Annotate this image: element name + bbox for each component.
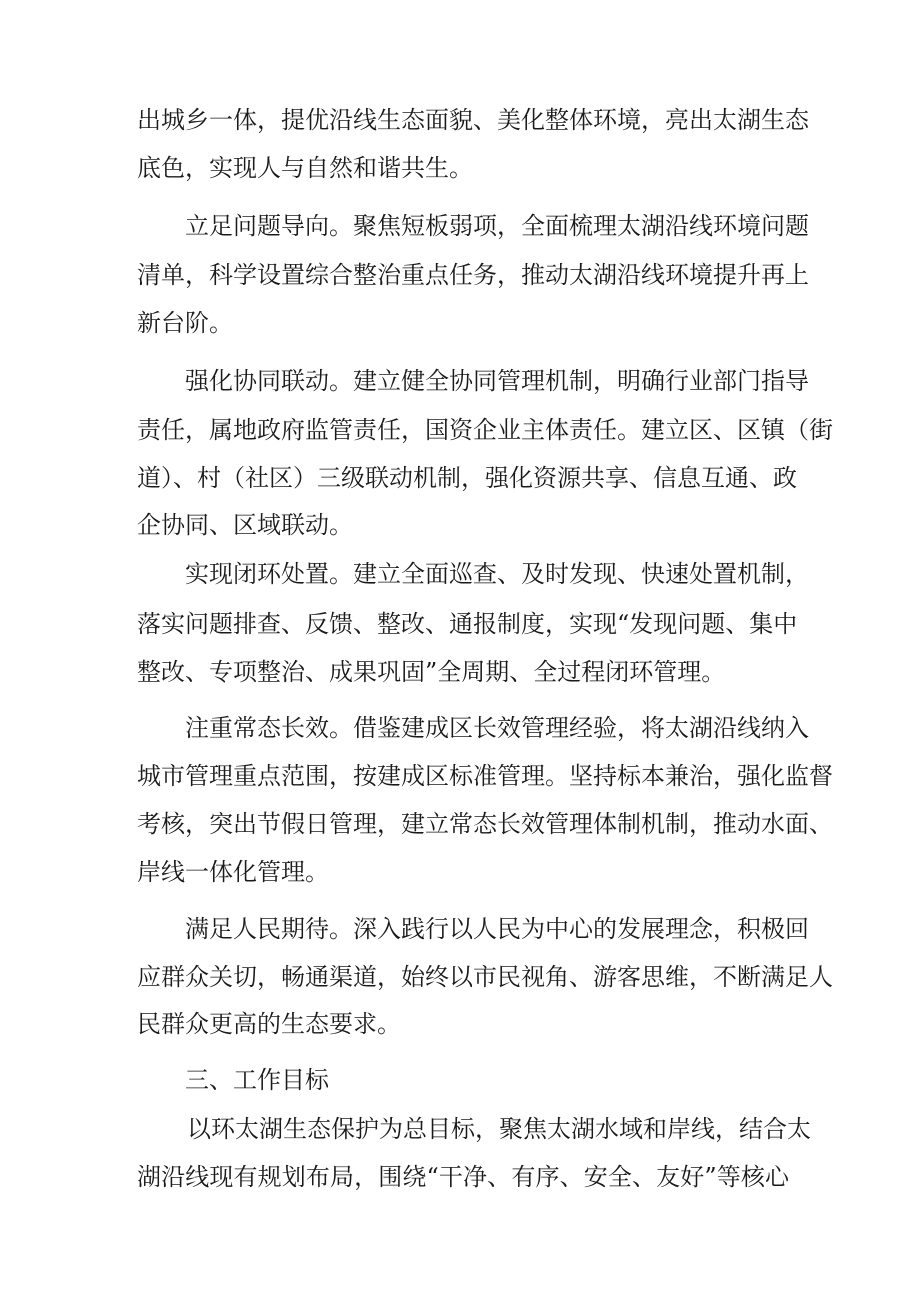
text-line: 清单，科学设置综合整治重点任务，推动太湖沿线环境提升再上 — [137, 261, 809, 289]
text-line: 道）、村（社区）三级联动机制，强化资源共享、信息互通、政 — [137, 464, 797, 492]
paragraph-start-line: 立足问题导向。聚焦短板弱项，全面梳理太湖沿线环境问题 — [185, 212, 809, 240]
text-line: 湖沿线现有规划布局，围绕“干净、有序、安全、友好”等核心 — [137, 1163, 789, 1191]
paragraph-start-line: 强化协同联动。建立健全协同管理机制，明确行业部门指导 — [185, 367, 809, 395]
text-line: 责任，属地政府监管责任，国资企业主体责任。建立区、区镇（街 — [137, 416, 833, 444]
text-line: 落实问题排查、反馈、整改、通报制度，实现“发现问题、集中 — [137, 610, 798, 638]
text-line: 城市管理重点范围，按建成区标准管理。坚持标本兼治，强化监督 — [137, 762, 833, 790]
text-line: 整改、专项整治、成果巩固”全周期、全过程闭环管理。 — [137, 658, 726, 686]
paragraph-start-line: 注重常态长效。借鉴建成区长效管理经验，将太湖沿线纳入 — [185, 714, 809, 742]
paragraph-start-line: 实现闭环处置。建立全面巡查、及时发现、快速处置机制， — [185, 560, 809, 588]
section-heading: 三、工作目标 — [185, 1066, 329, 1094]
text-line: 底色，实现人与自然和谐共生。 — [137, 154, 473, 182]
text-line: 岸线一体化管理。 — [137, 858, 329, 886]
paragraph-start-line: 满足人民期待。深入践行以人民为中心的发展理念，积极回 — [185, 915, 809, 943]
text-line: 企协同、区域联动。 — [137, 511, 353, 539]
text-line: 考核，突出节假日管理，建立常态长效管理体制机制，推动水面、 — [137, 810, 833, 838]
text-line: 应群众关切，畅通渠道，始终以市民视角、游客思维，不断满足人 — [137, 963, 833, 991]
paragraph-start-line: 以环太湖生态保护为总目标，聚焦太湖水域和岸线，结合太 — [187, 1115, 811, 1143]
text-line: 新台阶。 — [137, 309, 233, 337]
text-line: 民群众更高的生态要求。 — [137, 1010, 401, 1038]
text-line: 出城乡一体，提优沿线生态面貌、美化整体环境，亮出太湖生态 — [137, 106, 809, 134]
